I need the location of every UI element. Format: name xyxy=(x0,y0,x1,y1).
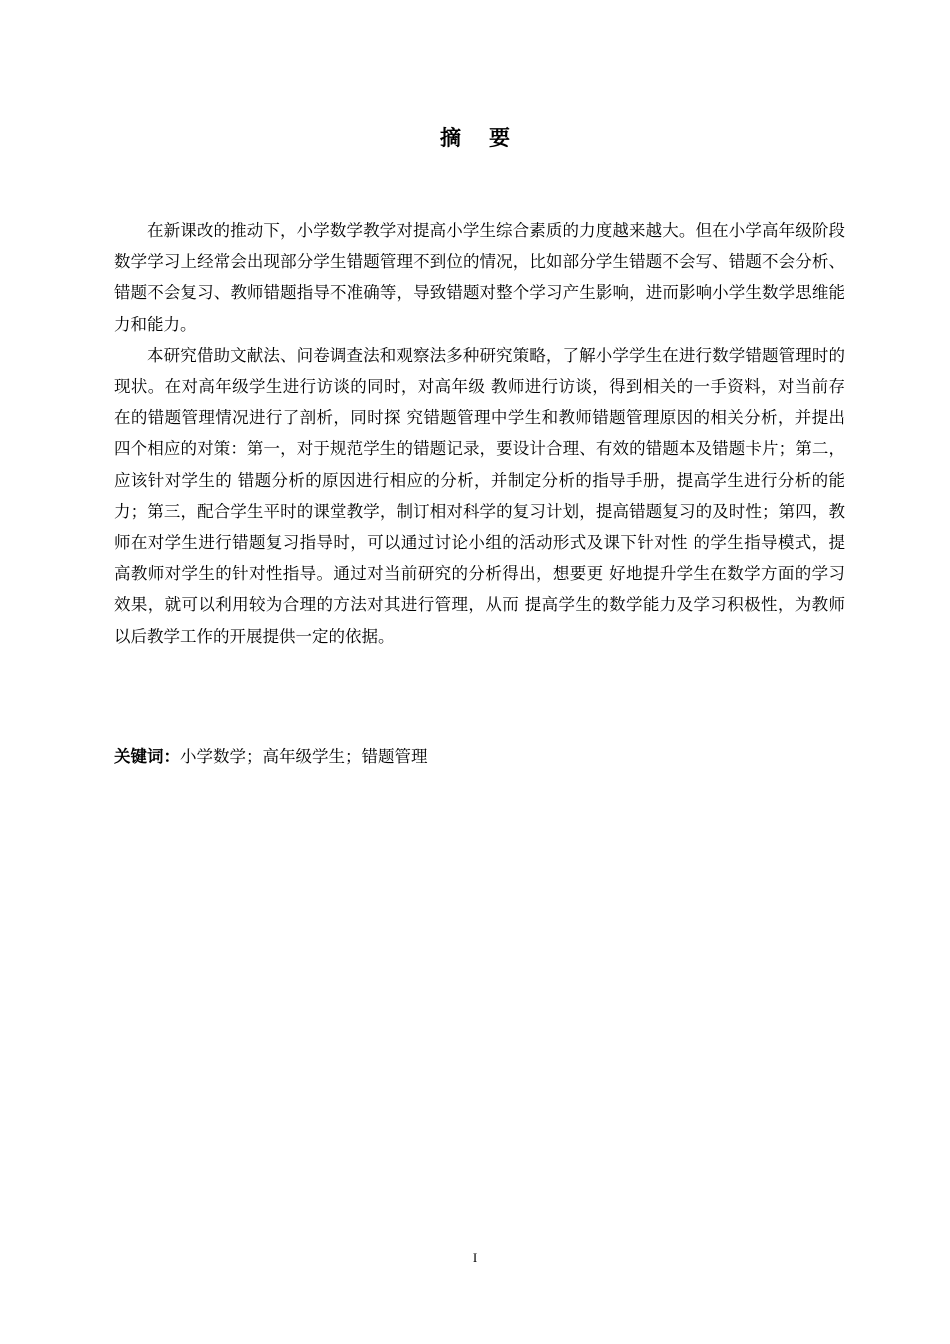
abstract-body xyxy=(114,215,845,652)
keywords-label: 关键词： xyxy=(114,747,180,766)
abstract-paragraph-1: 在新课改的推动下，小学数学教学对提高小学生综合素质的力度越来越大。但在小学高年级阶段数学学习上经常会出现部分学生错题管理不到位的情况，比如部分学生错题不会写、错题不会分析、错题不会复习、教师错题指导不准确等，导致错题对整个学习产生影响，进而影响小学生数学思维能力和能力。 xyxy=(114,221,845,334)
abstract-paragraph-2: 本研究借助文献法、问卷调查法和观察法多种研究策略，了解小学学生在进行数学错题管理时的现状。在对高年级学生进行访谈的同时，对高年级 教师进行访谈，得到相关的一手资料，对当前存在的错题管理情况进行了剖析，同时探 究错题管理中学生和教师错题管理原因的相关分析，并提出四个相应的对策：第一，对于规范学生的错题记录，要设计合理、有效的错题本及错题卡片；第二，应该针对学生的 错题分析的原因进行相应的分析，并制定分析的指导手册，提高学生进行分析的能力；第三，配合学生平时的课堂教学，制订相对科学的复习计划，提高错题复习的及时性；第四，教师在对学生进行错题复习指导时，可以通过讨论小组的活动形式及课下针对性 的学生指导模式，提高教师对学生的针对性指导。通过对当前研究的分析得出，想要更 好地提升学生在数学方面的学习效果，就可以利用较为合理的方法对其进行管理，从而 提高学生的数学能力及学习积极性，为教师以后教学工作的开展提供一定的依据。 xyxy=(114,345,845,646)
page-number: I xyxy=(472,1250,478,1265)
keywords-text: 小学数学；高年级学生；错题管理 xyxy=(180,747,428,766)
keywords-line xyxy=(114,741,845,772)
abstract-title: 摘要 xyxy=(440,126,538,150)
